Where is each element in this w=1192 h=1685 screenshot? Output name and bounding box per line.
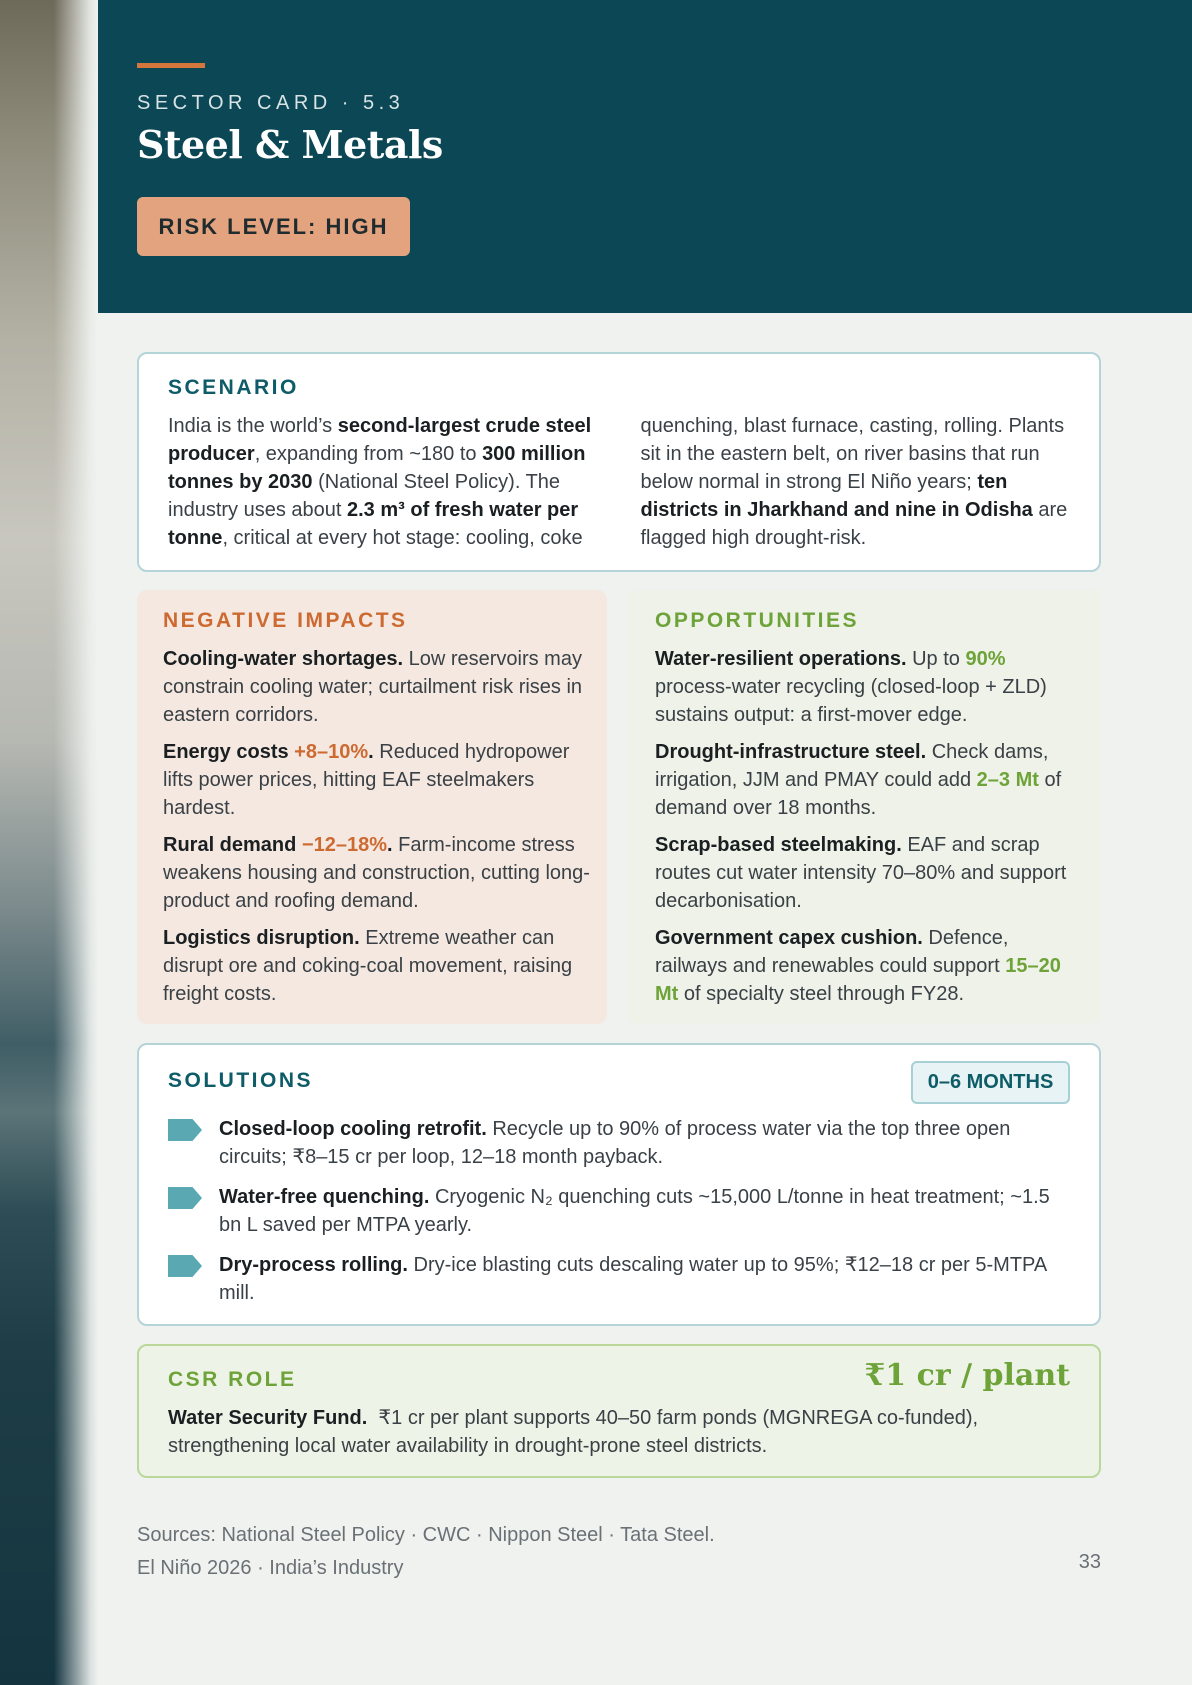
scenario-seg-bold: 300 million tonnes by 2030 [168, 443, 586, 493]
arrow-tag-icon [168, 1255, 202, 1277]
solution-item: Closed-loop cooling retrofit. Recycle up to 90% of process water via the top three open circuits; ₹8–15 cr per loop, 12–18 month payback. [168, 1115, 1073, 1171]
scenario-seg: , expanding from ~180 to [254, 443, 483, 465]
impact-item: Energy costs +8–10%. Reduced hydropower lifts power prices, hitting EAF steelmakers hardest. [163, 741, 570, 819]
opportunities-title: OPPORTUNITIES [655, 609, 860, 632]
solution-item: Water-free quenching. Cryogenic N₂ quenching cuts ~15,000 L/tonne in heat treatment; ~1.5 bn L saved per MTPA yearly. [168, 1183, 1073, 1239]
solutions-title: SOLUTIONS [168, 1069, 314, 1092]
page-number: 33 [1078, 1551, 1101, 1573]
solutions-card [137, 1043, 1101, 1326]
opportunity-figure: 15–20 Mt [655, 955, 1061, 1005]
opportunity-figure: 90% [965, 648, 1006, 670]
solution-item: Dry-process rolling. Dry-ice blasting cuts descaling water up to 95%; ₹12–18 cr per 5-MTPA mill. [168, 1251, 1073, 1307]
csr-price: ₹1 cr / plant [864, 1358, 1070, 1393]
sector-eyebrow: SECTOR CARD · 5.3 [137, 92, 405, 114]
negative-impacts-title: NEGATIVE IMPACTS [163, 609, 408, 632]
opportunity-item: Water-resilient operations. Up to 90% process-water recycling (closed-loop + ZLD) sustains output: a first-mover edge. [655, 648, 1047, 726]
opportunity-figure: 2–3 Mt [976, 769, 1039, 791]
csr-title: CSR ROLE [168, 1368, 297, 1391]
accent-line [137, 63, 205, 68]
footer-sources [137, 1519, 715, 1585]
scenario-seg-bold: second-largest crude steel producer [168, 415, 592, 465]
arrow-tag-icon [168, 1187, 202, 1209]
risk-level-badge: RISK LEVEL: HIGH [137, 197, 410, 256]
scenario-seg: (National Steel Policy). The industry uses about [168, 471, 561, 521]
opportunity-item: Drought-infrastructure steel. Check dams, irrigation, JJM and PMAY could add 2–3 Mt of demand over 18 months. [655, 741, 1062, 819]
page-title: Steel & Metals [137, 122, 443, 167]
scenario-card [137, 352, 1101, 572]
sources-line: Sources: National Steel Policy · CWC · Nippon Steel · Tata Steel. [137, 1524, 715, 1546]
scenario-seg-bold: ten districts in Jharkhand and nine in Odisha [640, 471, 1033, 521]
csr-text: Water Security Fund. ₹1 cr per plant supports 40–50 farm ponds (MGNREGA co-funded), strengthening local water availability in drought-prone steel districts. [168, 1407, 984, 1457]
scenario-seg: are flagged high drought-risk. [640, 499, 1068, 549]
opportunity-item: Government capex cushion. Defence, railways and renewables could support 15–20 Mt of specialty steel through FY28. [655, 927, 1061, 1005]
csr-card [137, 1344, 1101, 1478]
timeframe-badge: 0–6 MONTHS [911, 1061, 1070, 1104]
scenario-title: SCENARIO [168, 376, 299, 399]
side-photo-strip [0, 0, 98, 1685]
arrow-tag-icon [168, 1119, 202, 1141]
opportunity-item: Scrap-based steelmaking. EAF and scrap routes cut water intensity 70–80% and support decarbonisation. [655, 834, 1067, 912]
negative-impacts-panel [137, 590, 607, 1024]
scenario-seg: , critical at every hot stage: cooling, coke quenching, blast furnace, casting, rolling. Plants sit in the eastern belt, on river basins that run below normal in strong El Niño years; [222, 415, 1065, 549]
impact-figure: +8–10% [294, 741, 369, 763]
scenario-text [168, 412, 1073, 552]
impact-item: Rural demand −12–18%. Farm-income stress weakens housing and construction, cutting long-product and roofing demand. [163, 834, 590, 912]
impact-figure: −12–18% [301, 834, 387, 856]
scenario-seg: India is the world’s [168, 415, 338, 437]
opportunities-panel [628, 590, 1101, 1024]
publication-line: El Niño 2026 · India’s Industry [137, 1557, 404, 1579]
impact-item: Cooling-water shortages. Low reservoirs may constrain cooling water; curtailment risk rises in eastern corridors. [163, 648, 583, 726]
scenario-seg-bold: 2.3 m³ of fresh water per tonne [168, 499, 579, 549]
impact-item: Logistics disruption. Extreme weather can disrupt ore and coking-coal movement, raising freight costs. [163, 927, 573, 1005]
